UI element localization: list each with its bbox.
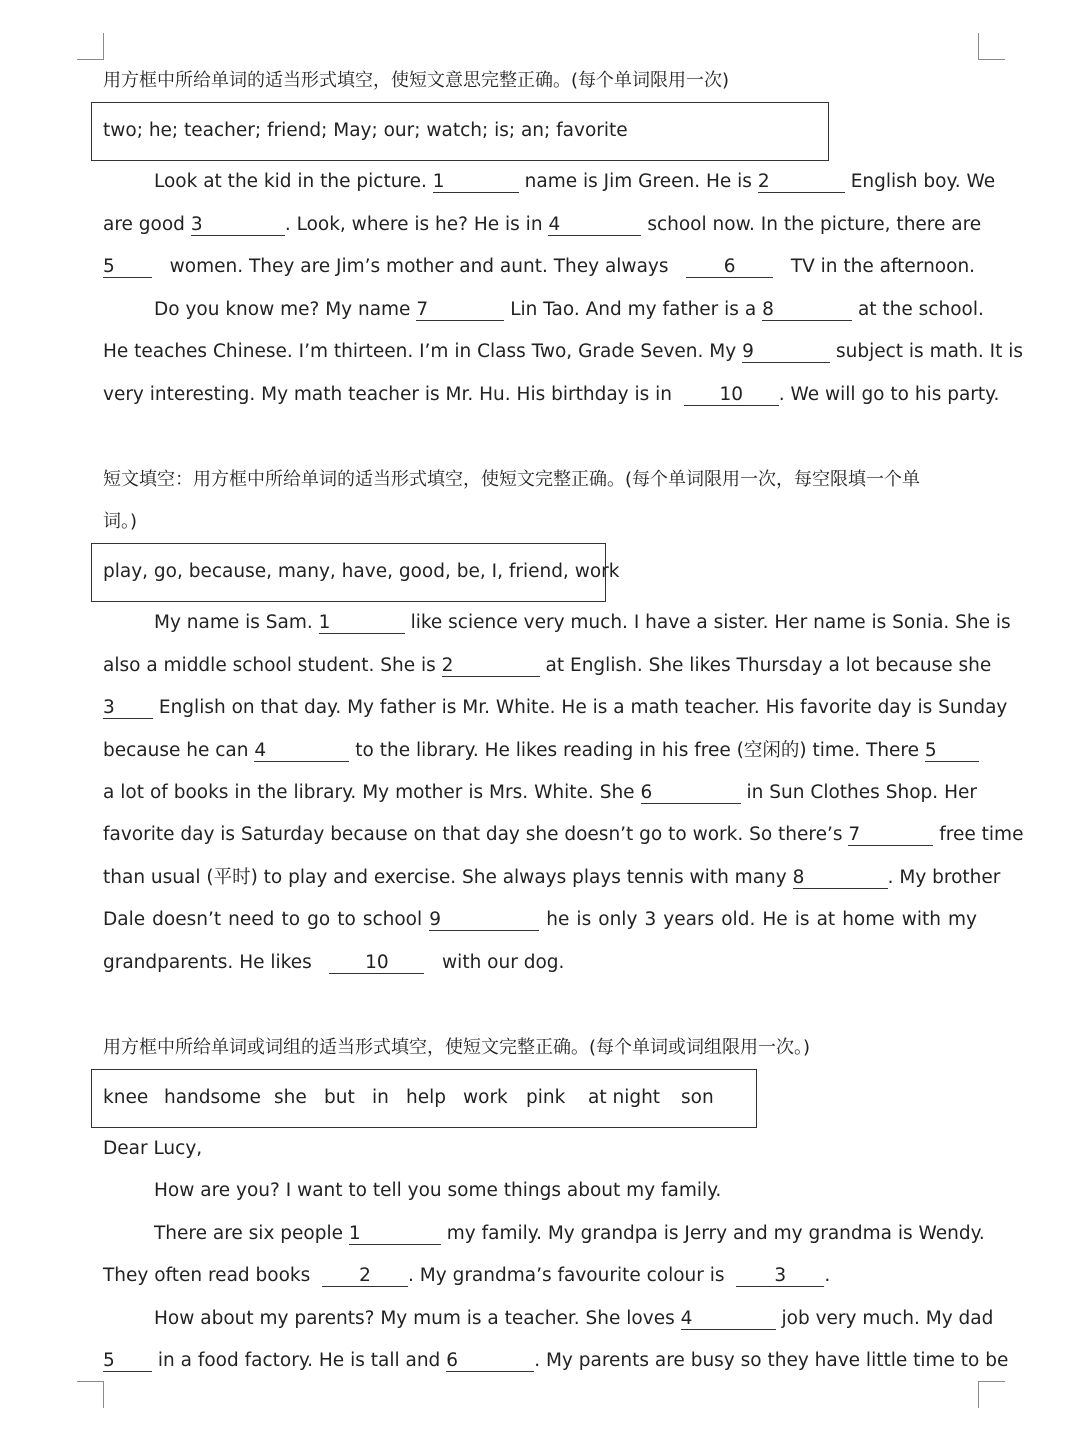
text: My name is Sam. [154,612,313,633]
text: are good [103,214,185,235]
exercise2-line6 [103,823,1024,847]
text: English on that day. My father is Mr. White. He is a math teacher. His favorite day is Sunday [158,697,1008,718]
text: my family. My grandpa is Jerry and my grandma is Wendy. [446,1223,985,1244]
blank-6[interactable]: 6 [686,256,773,278]
blank-6[interactable]: 6 [446,1350,534,1372]
blank-8[interactable]: 8 [762,299,852,321]
blank-2[interactable]: 2 [442,655,540,677]
text: . We will go to his party. [778,384,1000,405]
blank-3[interactable]: 3 [103,697,153,719]
exercise2-instruction-line2: 词。) [103,511,138,532]
text: like science very much. I have a sister. Her name is Sonia. She is [410,612,1011,633]
exercise2-line5 [103,781,977,805]
blank-7[interactable]: 7 [848,824,933,846]
text: favorite day is Saturday because on that day she doesn’t go to work. So there’s [103,824,843,845]
word: pink [526,1087,566,1108]
exercise2-line2 [103,654,992,678]
blank-2[interactable]: 2 [322,1265,408,1287]
text: name is Jim Green. He is [524,171,752,192]
word: knee [103,1087,149,1108]
crop-mark-top-right [978,33,1005,60]
word: work [463,1087,508,1108]
crop-mark-bottom-right [978,1381,1005,1408]
text: in Sun Clothes Shop. Her [746,782,977,803]
text: because he can [103,740,249,761]
blank-5[interactable]: 5 [925,740,979,762]
text: He teaches Chinese. I’m thirteen. I’m in Class Two, Grade Seven. My [103,341,737,362]
exercise3-greeting: Dear Lucy, [103,1138,203,1159]
blank-10[interactable]: 10 [329,952,424,974]
blank-9[interactable]: 9 [429,909,539,931]
exercise2-line1 [103,611,1011,635]
text: There are six people [154,1223,343,1244]
word: but [324,1087,355,1108]
blank-5[interactable]: 5 [103,256,152,278]
exercise1-p1-line1 [103,170,996,194]
text: Do you know me? My name [154,299,411,320]
blank-6[interactable]: 6 [641,782,741,804]
text: . [824,1265,831,1286]
exercise3-instruction: 用方框中所给单词或词组的适当形式填空，使短文完整正确。(每个单词或词组限用一次。) [103,1037,811,1058]
word: help [406,1087,446,1108]
blank-3[interactable]: 3 [736,1265,824,1287]
text: subject is math. It is [835,341,1024,362]
text: . My grandma’s favourite colour is [408,1265,725,1286]
blank-7[interactable]: 7 [416,299,504,321]
exercise2-line3 [103,696,1008,720]
text: TV in the afternoon. [790,256,976,277]
text: at the school. [857,299,984,320]
blank-2[interactable]: 2 [758,171,845,193]
blank-1[interactable]: 1 [433,171,519,193]
blank-1[interactable]: 1 [349,1223,441,1245]
exercise1-instruction: 用方框中所给单词的适当形式填空，使短文意思完整正确。(每个单词限用一次) [103,70,730,91]
text: with our dog. [442,952,565,973]
text: school now. In the picture, there are [647,214,982,235]
text: in a food factory. He is tall and [157,1350,441,1371]
text: very interesting. My math teacher is Mr. Hu. His birthday is in [103,384,673,405]
text: than usual (平时) to play and exercise. She always plays tennis with many [103,867,787,888]
text: to the library. He likes reading in his free (空闲的) time. There [355,740,920,761]
text: English boy. We [850,171,996,192]
blank-9[interactable]: 9 [742,341,830,363]
text: Lin Tao. And my father is a [510,299,757,320]
text: also a middle school student. She is [103,655,436,676]
exercise1-p1-line3 [103,255,977,279]
exercise2-line4 [103,739,977,763]
exercise3-line2 [103,1222,985,1246]
exercise1-word-box [91,102,829,161]
text: How about my parents? My mum is a teacher. She loves [154,1308,675,1329]
blank-3[interactable]: 3 [191,214,285,236]
exercise3-line4 [103,1307,994,1331]
exercise1-p1-line2 [103,213,982,237]
text: he is only 3 years old. He is at home with my [546,909,977,930]
word: handsome [164,1087,261,1108]
word: son [681,1087,714,1108]
blank-4[interactable]: 4 [681,1308,776,1330]
blank-4[interactable]: 4 [548,214,641,236]
word: in [372,1087,389,1108]
blank-5[interactable]: 5 [103,1350,152,1372]
exercise1-p2-line2 [103,340,1024,364]
exercise1-p2-line3 [103,383,1000,407]
text: . My parents are busy so they have little time to be [534,1350,1009,1371]
word: she [274,1087,307,1108]
exercise2-line7 [103,866,1001,890]
blank-1[interactable]: 1 [319,612,405,634]
text: a lot of books in the library. My mother is Mrs. White. She [103,782,635,803]
blank-10[interactable]: 10 [684,384,779,406]
blank-8[interactable]: 8 [793,867,888,889]
exercise1-p2-line1 [103,298,984,322]
text: women. They are Jim’s mother and aunt. They always [169,256,669,277]
text: grandparents. He likes [103,952,312,973]
text: . Look, where is he? He is in [284,214,543,235]
exercise3-line1: How are you? I want to tell you some things about my family. [154,1180,722,1201]
exercise1-word-list: two; he; teacher; friend; May; our; watch; is; an; favorite [103,120,628,141]
exercise2-word-list: play, go, because, many, have, good, be, I, friend, work [103,561,620,582]
exercise2-line8 [103,908,977,932]
crop-mark-bottom-left [77,1381,104,1408]
exercise2-instruction-line1: 短文填空：用方框中所给单词的适当形式填空，使短文完整正确。(每个单词限用一次，每空限填一个单 [103,469,921,490]
exercise3-line3 [103,1264,977,1288]
text: . My brother [887,867,1001,888]
blank-4[interactable]: 4 [254,740,349,762]
exercise3-word-box [91,1069,757,1128]
text: Look at the kid in the picture. [154,171,427,192]
text: at English. She likes Thursday a lot because she [545,655,992,676]
exercise2-line9 [103,951,977,975]
text: job very much. My dad [781,1308,994,1329]
crop-mark-top-left [77,33,104,60]
exercise2-word-box [91,543,620,602]
text: Dale doesn’t need to go to school [103,909,423,930]
text: free time [939,824,1024,845]
exercise3-line5 [103,1349,1009,1373]
text: They often read books [103,1265,311,1286]
word: at night [588,1087,661,1108]
